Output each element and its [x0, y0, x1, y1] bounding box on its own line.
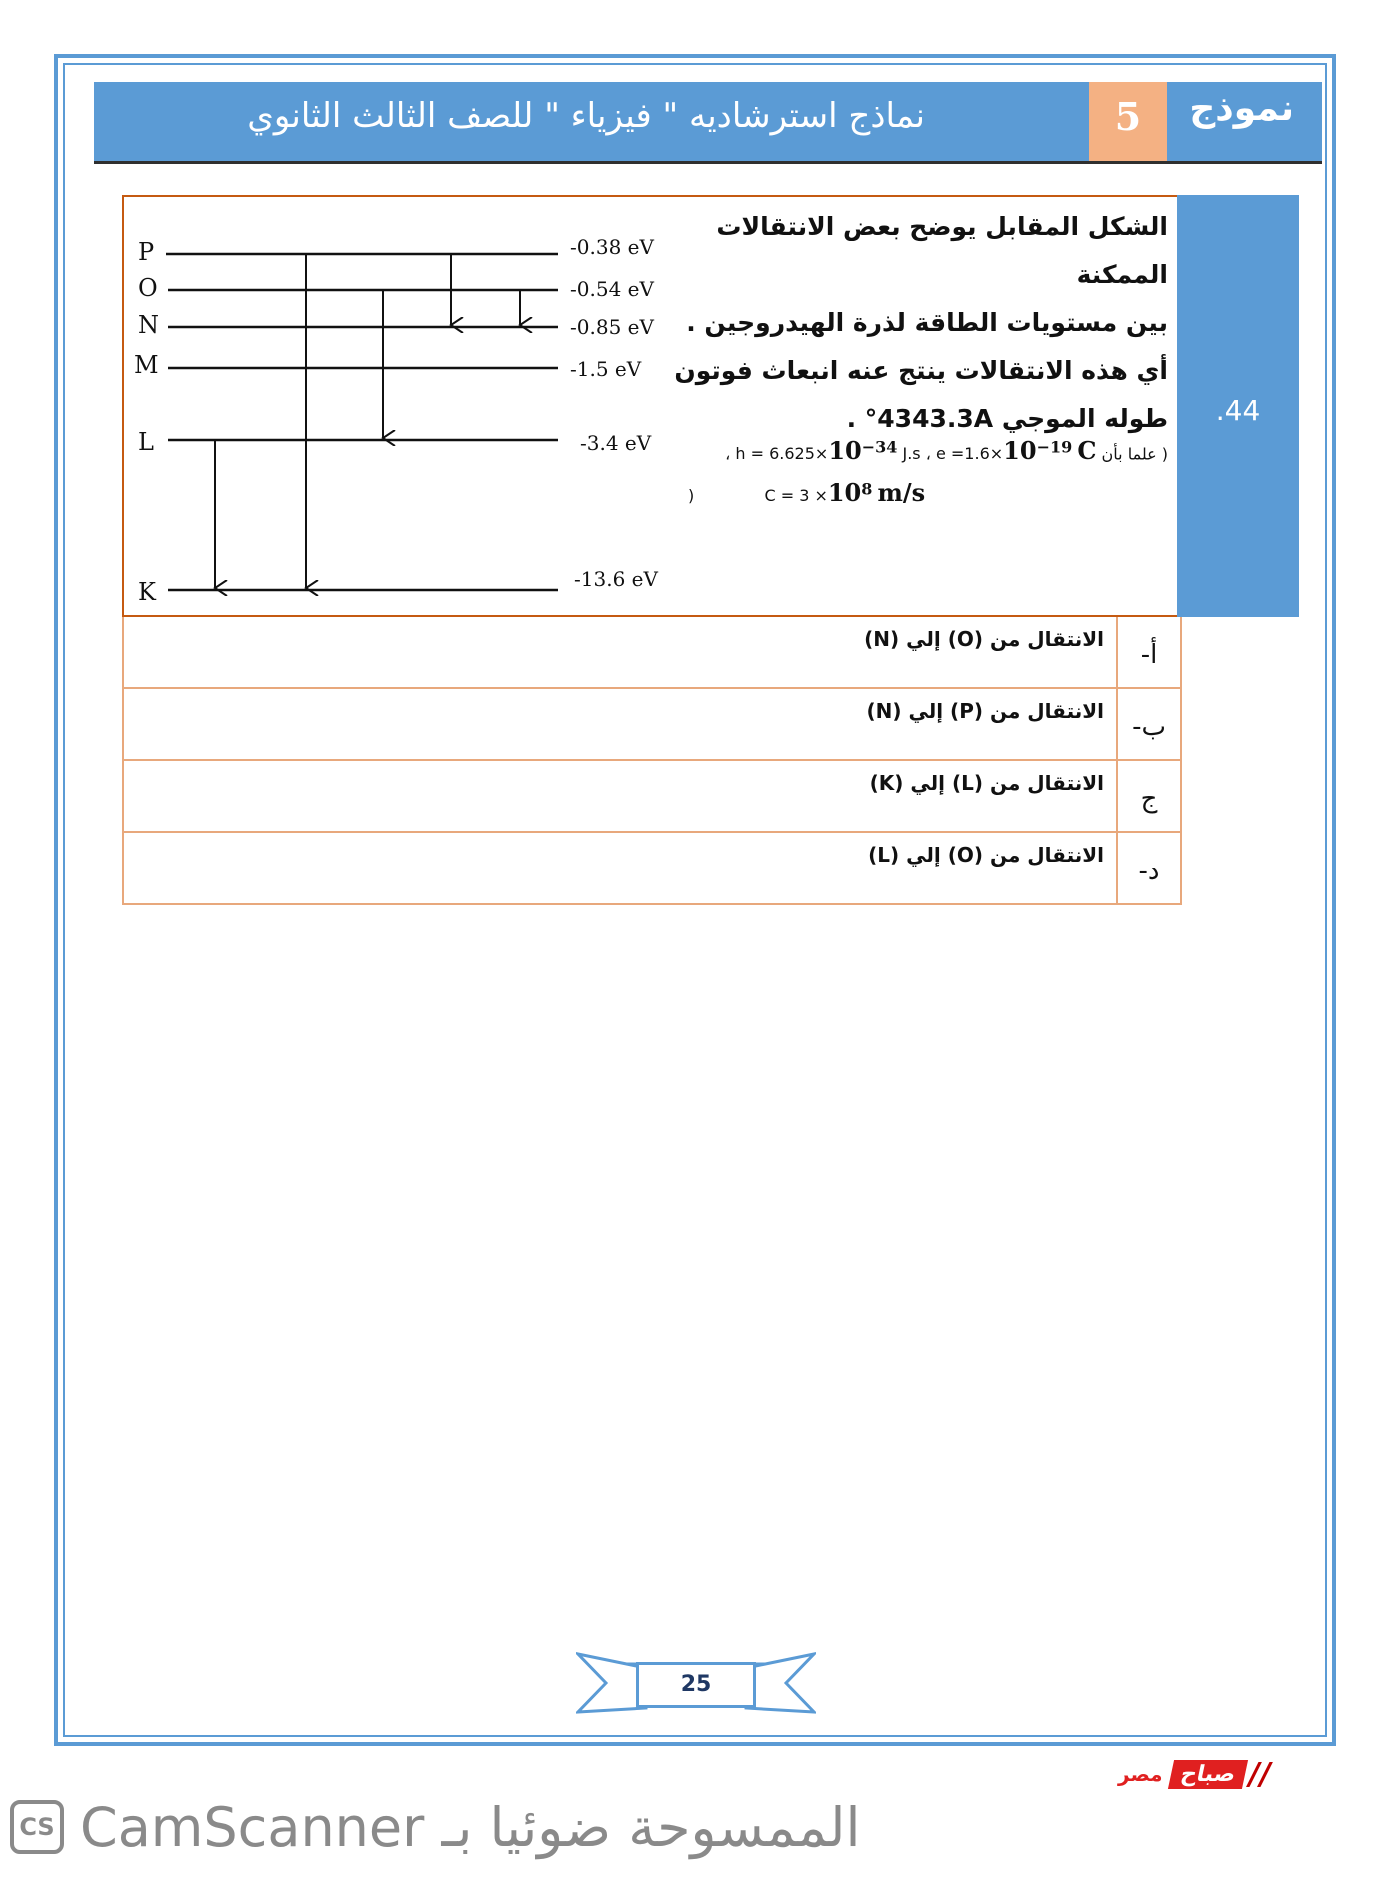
brand-sabah: صباح: [1167, 1760, 1248, 1789]
level-label-K: K: [138, 578, 156, 606]
energy-K: -13.6 eV: [574, 567, 658, 591]
question-number: .44: [1177, 195, 1299, 617]
camscanner-text: الممسوحة ضوئيا بـ CamScanner: [80, 1795, 861, 1859]
option-letter: ج: [1116, 761, 1180, 831]
constant-e: $e =1.6\times 10^{-19}$ C: [935, 436, 1097, 466]
page-title: نماذج استرشاديه " فيزياء " للصف الثالث الثانوي: [247, 96, 925, 136]
page-number-ribbon: [576, 1650, 816, 1714]
model-number-box: 5: [1089, 82, 1167, 161]
header-bar: [94, 82, 1322, 164]
energy-O: -0.54 eV: [570, 277, 654, 301]
constants-line-1: ( علما بأن $e =1.6\times 10^{-19}$ C ، $h = 6.625\times 10^{-34}$ J.s ،: [725, 436, 1168, 466]
option-letter: أ-: [1116, 617, 1180, 687]
option-letter: ب-: [1116, 689, 1180, 759]
question-line-1: الشكل المقابل يوضح بعض الانتقالات الممكنة: [716, 212, 1168, 289]
constants-line-2: [688, 478, 1168, 507]
question-text: [668, 203, 1168, 443]
page-number: 25: [636, 1662, 756, 1708]
level-label-N: N: [138, 311, 159, 339]
question-line-3: أي هذه الانتقالات ينتج عنه انبعاث فوتون: [674, 356, 1168, 385]
option-text: الانتقال من (P) إلي (N): [866, 699, 1104, 723]
brand-slashes-icon: //: [1248, 1756, 1271, 1792]
level-label-L: L: [138, 428, 154, 456]
energy-P: -0.38 eV: [570, 235, 654, 259]
level-label-M: M: [134, 351, 159, 379]
option-letter: د-: [1116, 833, 1180, 903]
level-label-P: P: [138, 238, 155, 266]
option-row-a[interactable]: [122, 617, 1182, 689]
energy-M: -1.5 eV: [570, 357, 642, 381]
camscanner-watermark: [10, 1792, 861, 1862]
constant-h: $h = 6.625\times 10^{-34}$ J.s: [735, 436, 921, 466]
option-row-c[interactable]: [122, 761, 1182, 833]
level-label-O: O: [138, 274, 158, 302]
energy-L: -3.4 eV: [580, 431, 652, 455]
constants-prefix: ( علما بأن: [1101, 444, 1168, 464]
option-row-d[interactable]: [122, 833, 1182, 905]
constants-close: ): [688, 486, 695, 505]
option-text: الانتقال من (O) إلي (N): [864, 627, 1104, 651]
option-text: الانتقال من (L) إلي (K): [869, 771, 1104, 795]
constant-c: $C = 3 \times 10^8$ m/s: [764, 478, 926, 507]
energy-level-diagram: [128, 230, 668, 610]
option-text: الانتقال من (O) إلي (L): [868, 843, 1104, 867]
brand-misr: مصر: [1118, 1762, 1163, 1786]
model-label: نموذج: [1189, 88, 1294, 129]
option-row-b[interactable]: [122, 689, 1182, 761]
question-line-2: بين مستويات الطاقة لذرة الهيدروجين .: [686, 308, 1168, 337]
camscanner-logo-icon: CS: [10, 1800, 64, 1854]
brand-logo: [1118, 1757, 1271, 1791]
question-line-4: طوله الموجي 4343.3A° .: [846, 404, 1168, 433]
energy-N: -0.85 eV: [570, 315, 654, 339]
